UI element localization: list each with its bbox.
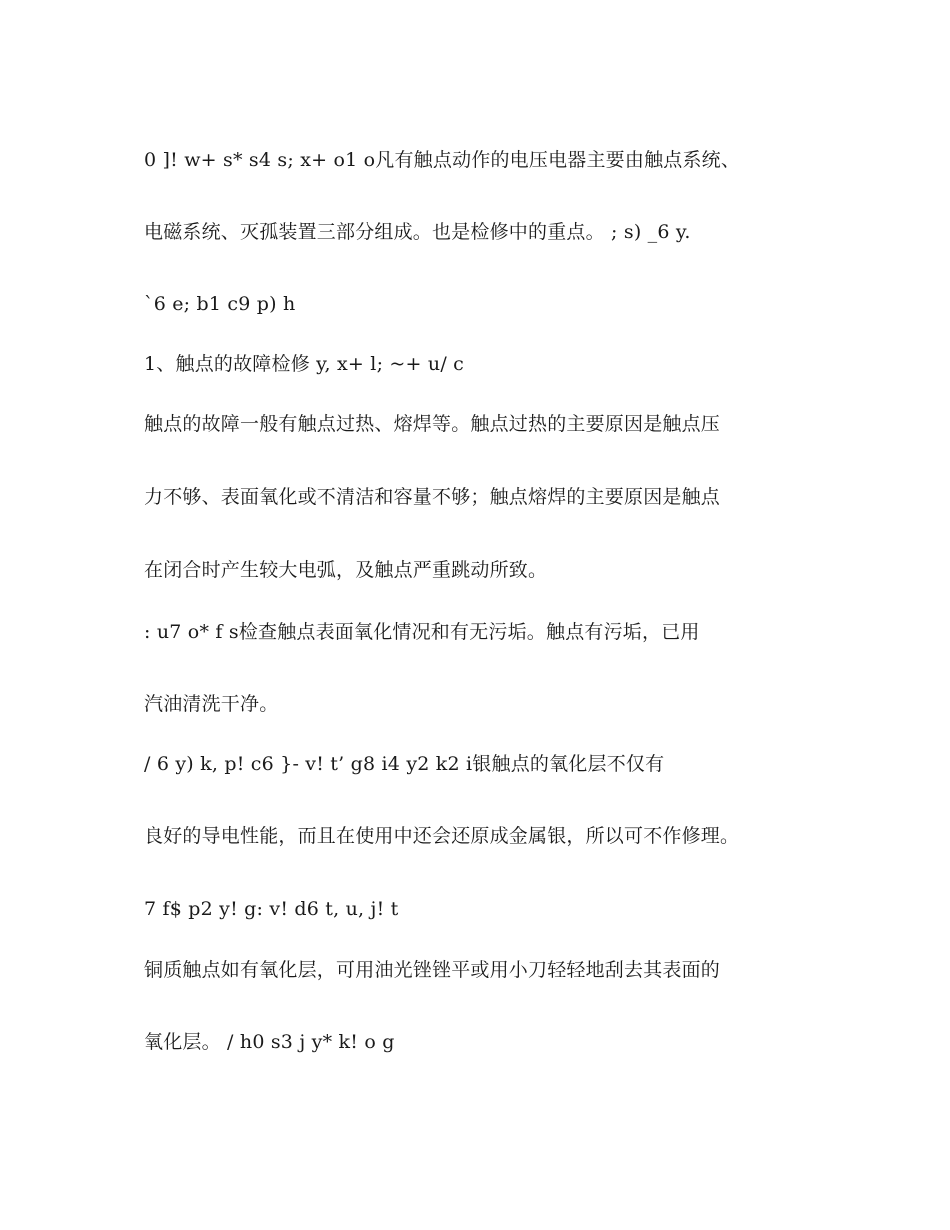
paragraph-line: 电磁系统、灭孤装置三部分组成。也是检修中的重点。 ; s) _6 y. (144, 221, 691, 243)
paragraph-line: / 6 y) k, p! c6 }- v! t’ g8 i4 y2 k2 i银触点的氧化层不仅有 (144, 753, 665, 775)
paragraph-line: 氧化层。 / h0 s3 j y* k! o g (144, 1031, 395, 1053)
paragraph-line: 7 f$ p2 y! g: v! d6 t, u, j! t (144, 898, 399, 920)
paragraph-line: 在闭合时产生较大电弧，及触点严重跳动所致。 (144, 559, 548, 581)
paragraph-line: `6 e; b1 c9 p) h (144, 293, 296, 315)
section-heading: 1、触点的故障检修 y, x+ l; ~+ u/ c (144, 353, 465, 375)
paragraph-line: 汽油清洗干净。 (144, 693, 279, 715)
paragraph-line: 0 ]! w+ s* s4 s; x+ o1 o凡有触点动作的电压电器主要由触点系统、 (144, 149, 741, 171)
paragraph-line: 触点的故障一般有触点过热、熔焊等。触点过热的主要原因是触点压 (144, 413, 721, 435)
paragraph-line: : u7 o* f s检查触点表面氧化情况和有无污垢。触点有污垢，已用 (144, 621, 700, 643)
paragraph-line: 铜质触点如有氧化层，可用油光锉锉平或用小刀轻轻地刮去其表面的 (144, 959, 721, 981)
paragraph-line: 力不够、表面氧化或不清洁和容量不够；触点熔焊的主要原因是触点 (144, 486, 721, 508)
paragraph-line: 良好的导电性能，而且在使用中还会还原成金属银，所以可不作修理。 (144, 825, 740, 847)
